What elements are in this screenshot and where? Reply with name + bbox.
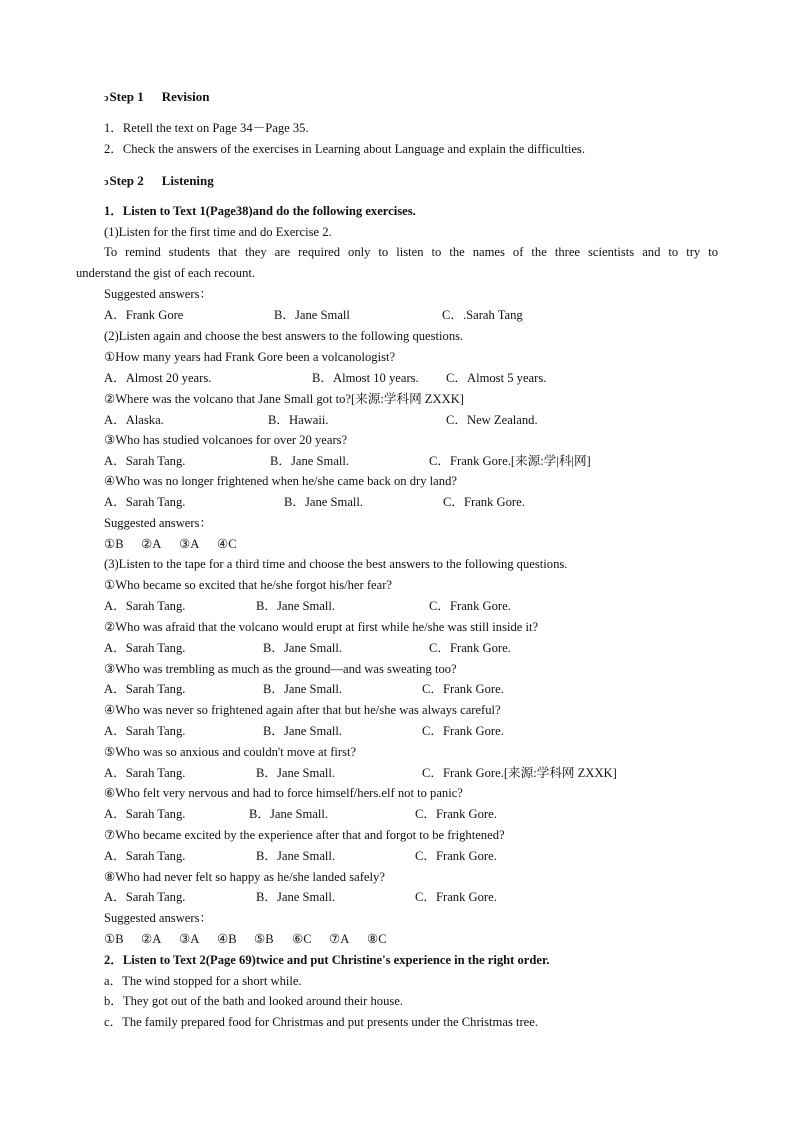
task2-instruction: 2．Listen to Text 2(Page 69)twice and put Christine's experience in the right order.: [104, 953, 550, 967]
option-c: C．Frank Gore.[来源:学|科|网]: [429, 454, 591, 468]
option-c: C．Almost 5 years.: [446, 371, 547, 385]
option-b: B．Almost 10 years.: [312, 371, 419, 385]
part2-heading: (2)Listen again and choose the best answers to the following questions.: [104, 329, 464, 343]
option-a: A．Sarah Tang.: [104, 682, 186, 696]
option-b: B．Jane Small.: [263, 682, 343, 696]
option-row: [104, 723, 724, 739]
suggested-answers-label: Suggested answers：: [104, 911, 213, 925]
option-a: A．Sarah Tang.: [104, 807, 186, 821]
question: ⑤Who was so anxious and couldn't move at first?: [104, 745, 357, 759]
answer-key-item: ②A: [141, 932, 162, 946]
question: ⑦Who became excited by the experience after that and forgot to be frightened?: [104, 828, 505, 842]
option-b: B．Jane Small.: [256, 849, 336, 863]
option-row: [104, 598, 724, 614]
part1-heading: (1)Listen for the first time and do Exercise 2.: [104, 225, 332, 239]
option-c: C．Frank Gore.: [415, 807, 497, 821]
answer-key-item: ⑤B: [254, 932, 274, 946]
answer-key-item: ③A: [179, 932, 200, 946]
option-a: A．Sarah Tang.: [104, 495, 186, 509]
option-row: [104, 370, 724, 386]
answer-key: [104, 931, 424, 947]
answer-key-item: ⑥C: [292, 932, 312, 946]
part1-paragraph-line1: To remind students that they are required only to listen to the names of the three scientists and to try to: [104, 245, 718, 259]
step1-item-1: 1．Retell the text on Page 34－Page 35.: [104, 121, 309, 135]
suggested-answers-label: Suggested answers：: [104, 516, 213, 530]
option-c: C．Frank Gore.: [415, 849, 497, 863]
option-b: B．Jane Small.: [284, 495, 364, 509]
option-b: B．Hawaii.: [268, 413, 329, 427]
option-row: [104, 412, 724, 428]
answer-key-item: ①B: [104, 932, 124, 946]
option-a: A．Sarah Tang.: [104, 454, 186, 468]
option-c: C．Frank Gore.: [422, 724, 504, 738]
option-c: C．Frank Gore.: [429, 641, 511, 655]
step1-heading: [104, 89, 209, 107]
option-c: C．Frank Gore.: [443, 495, 525, 509]
question: ②Where was the volcano that Jane Small got to?[来源:学科网 ZXXK]: [104, 392, 464, 406]
answer-key-item: ②A: [141, 537, 162, 551]
option-row: [104, 806, 724, 822]
question: ①How many years had Frank Gore been a volcanologist?: [104, 350, 396, 364]
question: ④Who was never so frightened again after that but he/she was always careful?: [104, 703, 501, 717]
part1-answers: [104, 307, 724, 323]
option-b: B．Jane Small.: [270, 454, 350, 468]
question: ③Who has studied volcanoes for over 20 years?: [104, 433, 348, 447]
answer-c: C．.Sarah Tang: [442, 308, 523, 322]
option-c: C．Frank Gore.: [415, 890, 497, 904]
step-marker-icon: ↄ: [104, 177, 109, 188]
option-b: B．Jane Small.: [263, 724, 343, 738]
answer-key-item: ①B: [104, 537, 124, 551]
step1-name: Revision: [161, 89, 210, 104]
option-b: B．Jane Small.: [256, 890, 336, 904]
part3-heading: (3)Listen to the tape for a third time and choose the best answers to the following questions.: [104, 557, 568, 571]
step2-heading: [104, 173, 214, 191]
answer-key-item: ⑦A: [329, 932, 350, 946]
option-a: A．Sarah Tang.: [104, 766, 186, 780]
task1-instruction: 1．Listen to Text 1(Page38)and do the following exercises.: [104, 204, 416, 218]
question: ②Who was afraid that the volcano would erupt at first while he/she was still inside it?: [104, 620, 539, 634]
question: ④Who was no longer frightened when he/she came back on dry land?: [104, 474, 457, 488]
question: ⑧Who had never felt so happy as he/she landed safely?: [104, 870, 385, 884]
option-row: [104, 765, 724, 781]
option-a: A．Almost 20 years.: [104, 371, 212, 385]
option-b: B．Jane Small.: [256, 599, 336, 613]
event-item: c．The family prepared food for Christmas and put presents under the Christmas tree.: [104, 1015, 539, 1029]
part1-paragraph-line2: understand the gist of each recount.: [76, 266, 256, 280]
option-row: [104, 640, 724, 656]
event-item: b．They got out of the bath and looked around their house.: [104, 994, 404, 1008]
answer-b: B．Jane Small: [274, 308, 350, 322]
option-a: A．Sarah Tang.: [104, 599, 186, 613]
question: ③Who was trembling as much as the ground—and was sweating too?: [104, 662, 457, 676]
answer-key-item: ③A: [179, 537, 200, 551]
option-b: B．Jane Small.: [249, 807, 329, 821]
option-row: [104, 494, 724, 510]
option-row: [104, 848, 724, 864]
answer-key-item: ④C: [217, 537, 237, 551]
option-row: [104, 681, 724, 697]
option-a: A．Sarah Tang.: [104, 641, 186, 655]
answer-key-item: ④B: [217, 932, 237, 946]
step2-title: Step 2: [109, 173, 144, 188]
question: ①Who became so excited that he/she forgot his/her fear?: [104, 578, 393, 592]
option-b: B．Jane Small.: [263, 641, 343, 655]
option-row: [104, 889, 724, 905]
option-a: A．Sarah Tang.: [104, 724, 186, 738]
option-row: [104, 453, 724, 469]
option-a: A．Alaska.: [104, 413, 164, 427]
option-a: A．Sarah Tang.: [104, 849, 186, 863]
event-item: a．The wind stopped for a short while.: [104, 974, 302, 988]
option-c: C．Frank Gore.[来源:学科网 ZXXK]: [422, 766, 617, 780]
option-a: A．Sarah Tang.: [104, 890, 186, 904]
step1-item-2: 2．Check the answers of the exercises in Learning about Language and explain the difficulties.: [104, 142, 585, 156]
answer-key-item: ⑧C: [367, 932, 387, 946]
answer-key: [104, 536, 404, 552]
step-marker-icon: ↄ: [104, 93, 109, 104]
option-c: C．Frank Gore.: [422, 682, 504, 696]
answer-a: A．Frank Gore: [104, 308, 184, 322]
option-c: C．New Zealand.: [446, 413, 538, 427]
step2-name: Listening: [161, 173, 214, 188]
suggested-answers-label: Suggested answers：: [104, 287, 213, 301]
step1-title: Step 1: [109, 89, 144, 104]
question: ⑥Who felt very nervous and had to force himself/hers.elf not to panic?: [104, 786, 463, 800]
option-b: B．Jane Small.: [256, 766, 336, 780]
option-c: C．Frank Gore.: [429, 599, 511, 613]
